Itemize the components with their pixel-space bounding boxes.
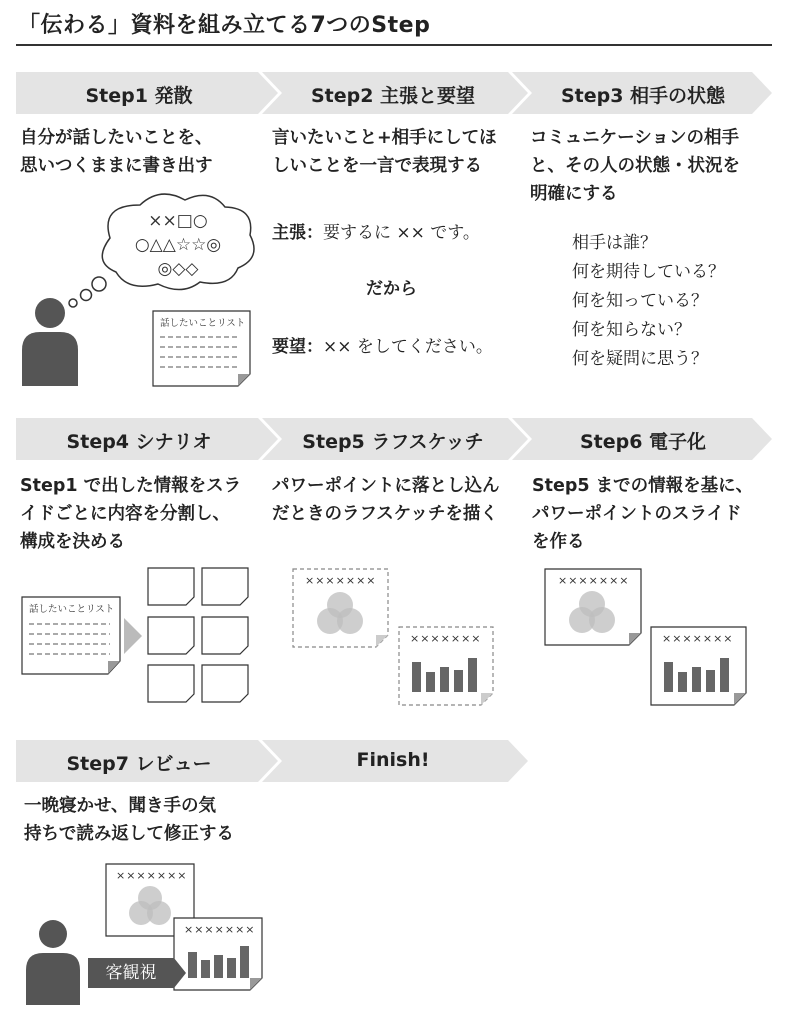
question-know: 何を知っている？ [572, 291, 708, 311]
claim-key: 主張： [272, 223, 323, 243]
step7-label: Step7 レビュー [66, 753, 212, 775]
list-title: 話したいことリスト [29, 604, 115, 615]
slide-placeholder: ××××××× [116, 869, 188, 882]
review-slide-bar-icon [174, 918, 262, 990]
digital-slide-bar-icon [651, 627, 746, 705]
slide-grid-icon [148, 568, 248, 702]
rough-sketch-bar-icon [399, 627, 493, 705]
step5-desc-line: パワーポイントに落とし込ん [272, 476, 500, 496]
step6-desc-line: を作る [532, 532, 585, 552]
step6-desc-line: パワーポイントのスライド [532, 504, 742, 524]
slide-placeholder: ××××××× [662, 632, 734, 645]
list-document-icon [22, 597, 120, 674]
slide-placeholder: ××××××× [184, 923, 256, 936]
step2-desc-line: しいことを一言で表現する [272, 156, 482, 176]
step1-label: Step1 発散 [85, 85, 193, 107]
step3-desc-line: と、その人の状態・状況を [530, 156, 740, 176]
step5-desc-line: だときのラフスケッチを描く [272, 504, 498, 524]
thought-line: ◎◇◇ [157, 259, 199, 279]
step7-desc-line: 持ちで読み返して修正する [24, 824, 234, 844]
question-expect: 何を期待している？ [572, 262, 725, 282]
arrow-right-icon [124, 618, 142, 654]
objective-view-badge: 客観視 [88, 958, 174, 988]
question-doubt: 何を疑問に思う？ [572, 349, 708, 369]
step1-desc-line: 自分が話したいことを、 [20, 128, 213, 148]
slide-placeholder: ××××××× [305, 574, 377, 587]
step4-label: Step4 シナリオ [66, 431, 212, 453]
step6-desc-line: Step5 までの情報を基に、 [532, 476, 754, 496]
list-document-icon [153, 311, 250, 386]
step5-label: Step5 ラフスケッチ [302, 431, 484, 453]
question-not-know: 何を知らない？ [572, 320, 691, 340]
page-title: 「伝わる」資料を組み立てる7つのStep [18, 13, 431, 38]
step2-label: Step2 主張と要望 [310, 85, 476, 107]
slide-placeholder: ××××××× [558, 574, 630, 587]
rough-sketch-venn-icon [293, 569, 388, 647]
step6-label: Step6 電子化 [579, 431, 707, 453]
slide-placeholder: ××××××× [410, 632, 482, 645]
digital-slide-venn-icon [545, 569, 641, 645]
step4-desc-line: イドごとに内容を分割し、 [20, 504, 230, 524]
step1-desc-line: 思いつくままに書き出す [20, 156, 213, 176]
thought-line: ××□○ [148, 211, 208, 231]
step4-desc-line: Step1 で出した情報をスラ [20, 476, 242, 496]
question-who: 相手は誰？ [572, 233, 657, 253]
step3-desc-line: 明確にする [530, 184, 618, 204]
finish-label: Finish! [356, 749, 430, 771]
step2-therefore: だから [366, 279, 417, 299]
list-title: 話したいことリスト [160, 318, 246, 329]
step3-desc-line: コミュニケーションの相手 [530, 128, 739, 148]
claim-text: 要するに ×× です。 [323, 223, 480, 243]
request-key: 要望： [272, 337, 323, 357]
step2-desc-line: 言いたいこと+相手にしてほ [272, 128, 497, 148]
step4-desc-line: 構成を決める [20, 532, 125, 552]
reviewer-person-icon [26, 920, 80, 1005]
step3-label: Step3 相手の状態 [560, 85, 726, 107]
step7-desc-line: 一晩寝かせ、聞き手の気 [24, 796, 216, 816]
person-icon [22, 298, 78, 386]
request-text: ×× をしてください。 [323, 337, 493, 357]
thought-line: ○△△☆☆◎ [134, 235, 222, 255]
